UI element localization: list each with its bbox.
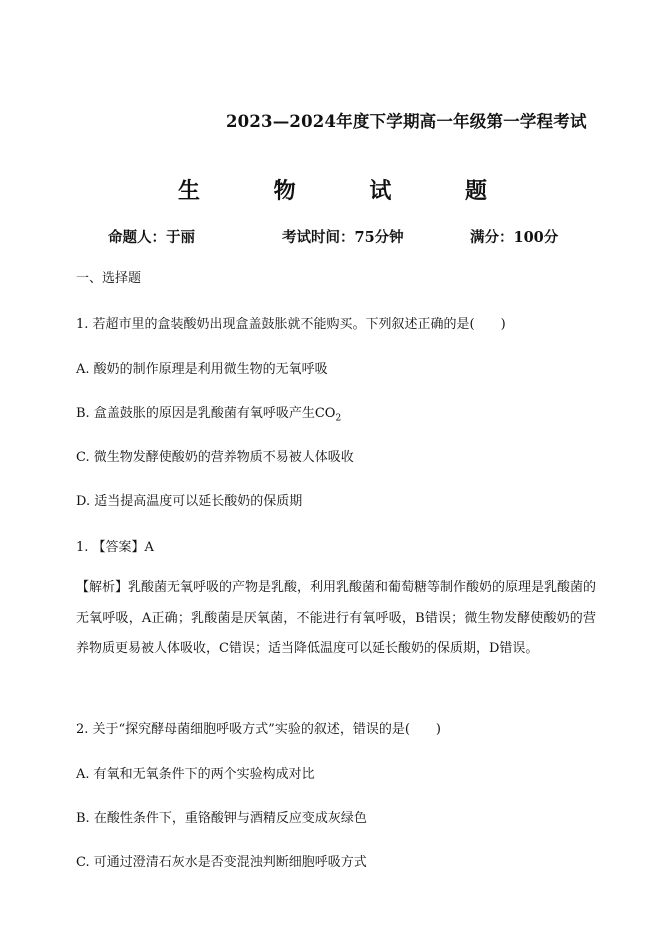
exam-duration: 考试时间：75分钟: [282, 229, 404, 246]
subject-char-3: 试: [369, 178, 392, 204]
question-1-option-d: D. 适当提高温度可以延长酸奶的保质期: [76, 494, 303, 509]
question-2-stem: 2. 关于“探究酵母菌细胞呼吸方式”实验的叙述，错误的是( ): [76, 722, 441, 737]
question-2-option-c: C. 可通过澄清石灰水是否变混浊判断细胞呼吸方式: [76, 855, 367, 870]
subject-title: [0, 174, 665, 205]
exam-header-title: 2023—2024年度下学期高一年级第一学程考试: [226, 112, 587, 131]
question-2-option-b: B. 在酸性条件下，重铬酸钾与酒精反应变成灰绿色: [76, 811, 367, 826]
subject-char-4: 题: [464, 178, 487, 204]
question-1-stem: 1. 若超市里的盒装酸奶出现盒盖鼓胀就不能购买。下列叙述正确的是( ): [76, 317, 506, 332]
subject-char-1: 生: [177, 178, 200, 204]
exam-total-score: 满分：100分: [470, 229, 559, 246]
subject-char-2: 物: [273, 178, 296, 204]
option-b-subscript: 2: [335, 413, 342, 424]
question-1-option-a: A. 酸奶的制作原理是利用微生物的无氧呼吸: [76, 362, 328, 377]
section-heading: 一、选择题: [76, 271, 142, 286]
question-1-option-c: C. 微生物发酵使酸奶的营养物质不易被人体吸收: [76, 450, 354, 465]
question-1-answer: 1. 【答案】A: [76, 540, 154, 555]
question-1-option-b: [76, 402, 341, 424]
question-2-option-a: A. 有氧和无氧条件下的两个实验构成对比: [76, 767, 315, 782]
question-1-analysis: 【解析】乳酸菌无氧呼吸的产物是乳酸，利用乳酸菌和葡萄糖等制作酸奶的原理是乳酸菌的无氧呼吸，A正确；乳酸菌是厌氧菌，不能进行有氧呼吸，B错误；微生物发酵使酸奶的营养物质更易被人体吸收，C错误；适当降低温度可以延长酸奶的保质期，D错误。: [76, 580, 597, 656]
option-b-text: B. 盒盖鼓胀的原因是乳酸菌有氧呼吸产生CO: [76, 406, 336, 421]
exam-author: 命题人：于丽: [108, 229, 195, 246]
